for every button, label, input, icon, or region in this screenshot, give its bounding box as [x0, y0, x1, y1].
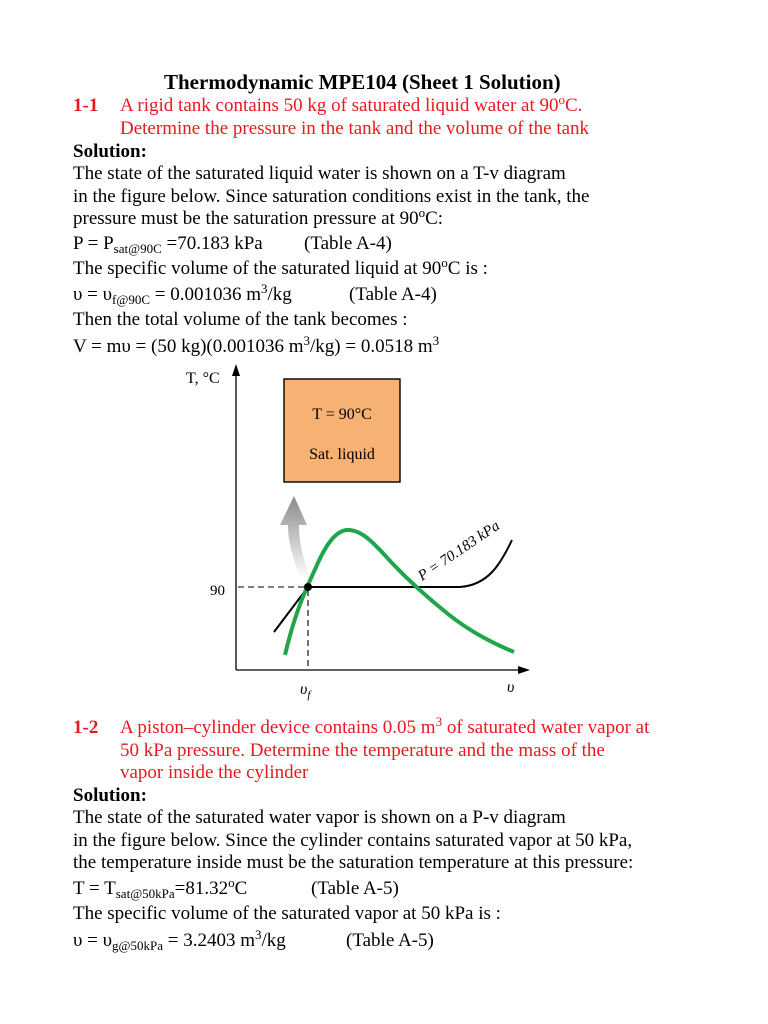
solution-1-text-line-5: Then the total volume of the tank becomes : — [73, 309, 408, 330]
problem-number-1-2: 1-2 — [73, 717, 99, 738]
x-axis-arrow — [518, 666, 530, 674]
equation-specific-volume: $\upsilon = \upsilon_{f@90C} = 0.001036$ $m^3/kg$ — [73, 281, 292, 307]
saturation-dome — [285, 530, 514, 655]
equation-pressure: $P = P_{sat@90C} =70.183$ kPa — [73, 233, 263, 256]
state-arrow — [280, 496, 310, 578]
solution-heading-1: Solution: — [73, 141, 147, 162]
problem-1-1-question-line-2: Determine the pressure in the tank and the volume of the tank — [120, 118, 590, 139]
state-box — [284, 379, 400, 482]
solution-2-text-line-2: in the figure below. Since the cylinder contains saturated vapor at 50 kPa, — [73, 830, 633, 851]
equation-vapor-specific-volume: $\upsilon = \upsilon_{g@50kPa} = 3.2403$ $m^3/kg$ — [73, 927, 286, 953]
page-title: Thermodynamic MPE104 (Sheet 1 Solution) — [164, 70, 561, 94]
state-point — [304, 583, 312, 591]
solution-1-text-line-4: The specific volume of the saturated liquid at 90$^o$C is : — [73, 255, 488, 279]
vf-label: $\upsilon_f$ — [300, 681, 311, 701]
solution-1-text-line-2: in the figure below. Since saturation conditions exist in the tank, the — [73, 186, 590, 207]
solution-2-text-line-3: the temperature inside must be the saturation temperature at this pressure: — [73, 852, 634, 873]
equation-temperature-table-ref: (Table A-5) — [311, 878, 399, 899]
state-box-phase: Sat. liquid — [309, 446, 375, 463]
problem-1-2-question-line-2: 50 kPa pressure. Determine the temperature and the mass of the — [120, 740, 605, 761]
x-axis-label: υ — [507, 679, 515, 696]
solution-2-text-line-4: The specific volume of the saturated vapor at 50 kPa is : — [73, 903, 501, 924]
problem-1-1-question-line-1: A rigid tank contains 50 kg of saturated liquid water at 90$^o$C. — [120, 92, 583, 116]
tick-90-label: 90 — [210, 583, 225, 599]
equation-vapor-specific-volume-table-ref: (Table A-5) — [346, 930, 434, 951]
problem-1-2-question-line-3: vapor inside the cylinder — [120, 762, 309, 783]
problem-1-2-question-line-1: A piston–cylinder device contains 0.05 $m^3$ of saturated water vapor at — [120, 714, 650, 738]
equation-pressure-table-ref: (Table A-4) — [304, 233, 392, 254]
problem-number-1-1: 1-1 — [73, 95, 99, 116]
solution-1-text-line-1: The state of the saturated liquid water is shown on a T-v diagram — [73, 163, 566, 184]
equation-temperature: $T = T_{sat@50kPa}=81.32^oC$ — [73, 875, 248, 901]
solution-1-text-line-3: pressure must be the saturation pressure at 90$^o$C: — [73, 205, 444, 229]
y-axis-label: T, °C — [186, 370, 220, 387]
equation-total-volume: V = mυ = (50 kg)(0.001036 $m^3/kg) = 0.0518$ $m^3$ — [73, 333, 440, 357]
solution-heading-2: Solution: — [73, 785, 147, 806]
equation-specific-volume-table-ref: (Table A-4) — [349, 284, 437, 305]
state-box-temperature: T = 90°C — [312, 406, 372, 423]
pressure-line-label: P = 70.183 kPa — [415, 518, 503, 585]
y-axis-arrow — [232, 364, 240, 376]
solution-2-text-line-1: The state of the saturated water vapor is shown on a P-v diagram — [73, 807, 566, 828]
